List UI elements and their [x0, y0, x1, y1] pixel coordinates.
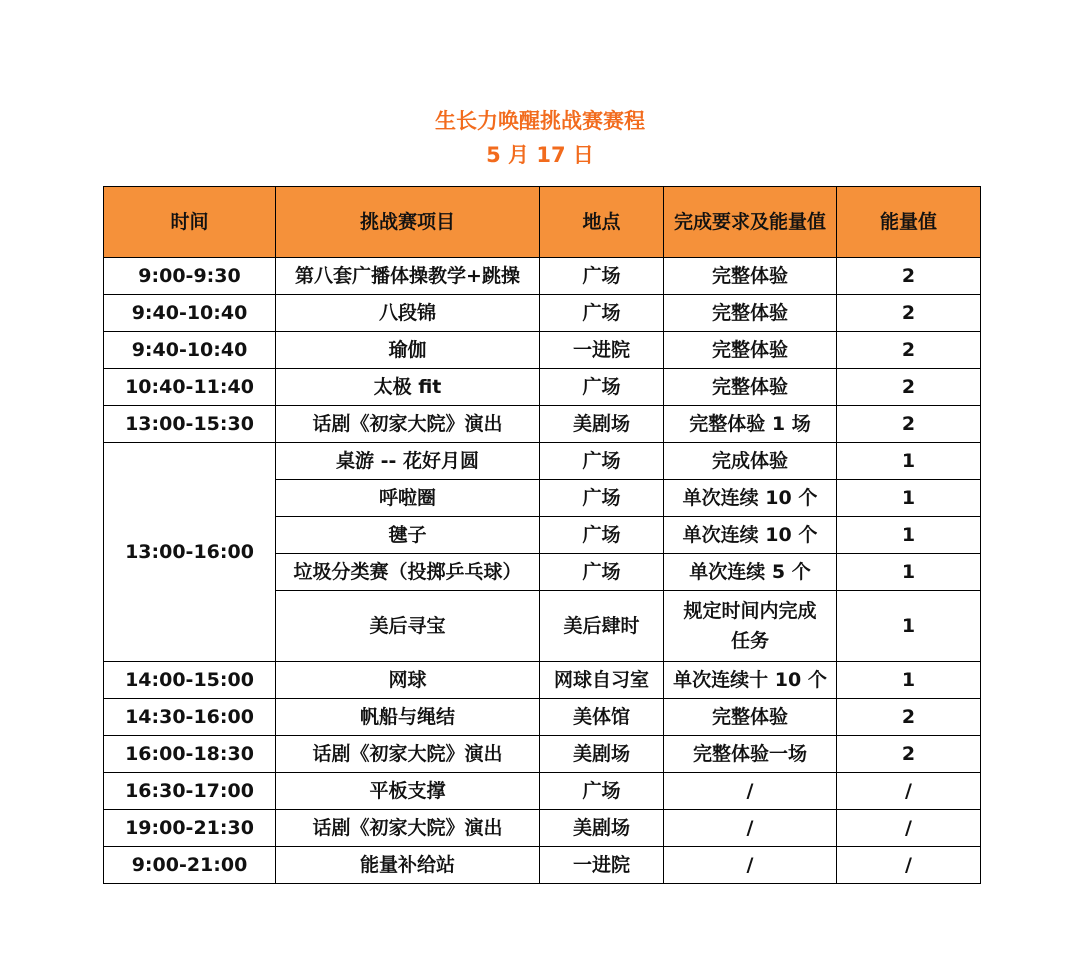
cell-requirement: 单次连续 10 个	[664, 480, 837, 517]
cell-energy: 1	[837, 554, 981, 591]
cell-place: 美剧场	[540, 736, 664, 773]
cell-energy: 1	[837, 662, 981, 699]
cell-energy: 2	[837, 699, 981, 736]
cell-time: 9:40-10:40	[104, 295, 276, 332]
cell-item: 毽子	[276, 517, 540, 554]
cell-requirement: 完整体验	[664, 295, 837, 332]
cell-energy: /	[837, 847, 981, 884]
cell-requirement: /	[664, 847, 837, 884]
cell-time: 9:00-21:00	[104, 847, 276, 884]
schedule-table	[103, 186, 981, 884]
cell-item: 八段锦	[276, 295, 540, 332]
cell-place: 广场	[540, 295, 664, 332]
cell-energy: /	[837, 773, 981, 810]
cell-requirement: 完成体验	[664, 443, 837, 480]
cell-place: 广场	[540, 773, 664, 810]
table-header-row	[104, 187, 981, 258]
cell-time: 14:30-16:00	[104, 699, 276, 736]
header-place: 地点	[540, 187, 664, 258]
header-item: 挑战赛项目	[276, 187, 540, 258]
cell-energy: 2	[837, 295, 981, 332]
cell-item: 第八套广播体操教学+跳操	[276, 258, 540, 295]
cell-place: 广场	[540, 369, 664, 406]
table-row	[104, 699, 981, 736]
cell-place: 一进院	[540, 847, 664, 884]
cell-time: 16:30-17:00	[104, 773, 276, 810]
cell-requirement: 单次连续 5 个	[664, 554, 837, 591]
cell-place: 广场	[540, 258, 664, 295]
table-row	[104, 295, 981, 332]
table-row	[104, 662, 981, 699]
cell-item: 能量补给站	[276, 847, 540, 884]
cell-energy: 2	[837, 332, 981, 369]
cell-item: 话剧《初家大院》演出	[276, 736, 540, 773]
cell-time: 14:00-15:00	[104, 662, 276, 699]
cell-requirement: 单次连续十 10 个	[664, 662, 837, 699]
cell-place: 广场	[540, 480, 664, 517]
cell-item: 呼啦圈	[276, 480, 540, 517]
cell-time: 13:00-15:30	[104, 406, 276, 443]
cell-time: 16:00-18:30	[104, 736, 276, 773]
cell-place: 网球自习室	[540, 662, 664, 699]
cell-requirement: 完整体验一场	[664, 736, 837, 773]
cell-place: 美后肆时	[540, 591, 664, 662]
cell-place: 广场	[540, 443, 664, 480]
cell-item: 瑜伽	[276, 332, 540, 369]
cell-place: 美剧场	[540, 406, 664, 443]
cell-item: 太极 fit	[276, 369, 540, 406]
cell-energy: 1	[837, 591, 981, 662]
cell-energy: 2	[837, 406, 981, 443]
table-row	[104, 332, 981, 369]
cell-item: 网球	[276, 662, 540, 699]
cell-energy: 1	[837, 480, 981, 517]
cell-place: 美体馆	[540, 699, 664, 736]
header-requirement: 完成要求及能量值	[664, 187, 837, 258]
cell-time: 10:40-11:40	[104, 369, 276, 406]
cell-item: 桌游 -- 花好月圆	[276, 443, 540, 480]
cell-energy: 2	[837, 736, 981, 773]
cell-energy: 2	[837, 369, 981, 406]
cell-time: 19:00-21:30	[104, 810, 276, 847]
cell-time: 9:40-10:40	[104, 332, 276, 369]
table-row	[104, 736, 981, 773]
cell-item: 平板支撑	[276, 773, 540, 810]
page-title: 生长力唤醒挑战赛赛程	[435, 109, 645, 133]
cell-item: 美后寻宝	[276, 591, 540, 662]
cell-place: 广场	[540, 517, 664, 554]
cell-energy: 1	[837, 443, 981, 480]
cell-place: 广场	[540, 554, 664, 591]
cell-energy: 2	[837, 258, 981, 295]
table-row	[104, 369, 981, 406]
cell-requirement: 完整体验 1 场	[664, 406, 837, 443]
cell-place: 美剧场	[540, 810, 664, 847]
table-row	[104, 406, 981, 443]
cell-energy: /	[837, 810, 981, 847]
cell-place: 一进院	[540, 332, 664, 369]
table-row	[104, 443, 981, 480]
cell-item: 垃圾分类赛（投掷乒乓球）	[276, 554, 540, 591]
cell-item: 帆船与绳结	[276, 699, 540, 736]
schedule-date: 5 月 17 日	[486, 143, 594, 167]
cell-requirement: 完整体验	[664, 369, 837, 406]
header-time: 时间	[104, 187, 276, 258]
cell-time: 9:00-9:30	[104, 258, 276, 295]
schedule-title-block	[0, 104, 1080, 172]
table-row	[104, 810, 981, 847]
header-energy: 能量值	[837, 187, 981, 258]
cell-requirement: 规定时间内完成任务	[664, 591, 837, 662]
cell-requirement: /	[664, 810, 837, 847]
cell-requirement: 完整体验	[664, 332, 837, 369]
table-row	[104, 847, 981, 884]
cell-energy: 1	[837, 517, 981, 554]
table-row	[104, 258, 981, 295]
cell-requirement: 单次连续 10 个	[664, 517, 837, 554]
table-row	[104, 773, 981, 810]
cell-item: 话剧《初家大院》演出	[276, 406, 540, 443]
cell-time-merged: 13:00-16:00	[104, 443, 276, 662]
cell-item: 话剧《初家大院》演出	[276, 810, 540, 847]
cell-requirement: /	[664, 773, 837, 810]
cell-requirement: 完整体验	[664, 699, 837, 736]
cell-requirement: 完整体验	[664, 258, 837, 295]
